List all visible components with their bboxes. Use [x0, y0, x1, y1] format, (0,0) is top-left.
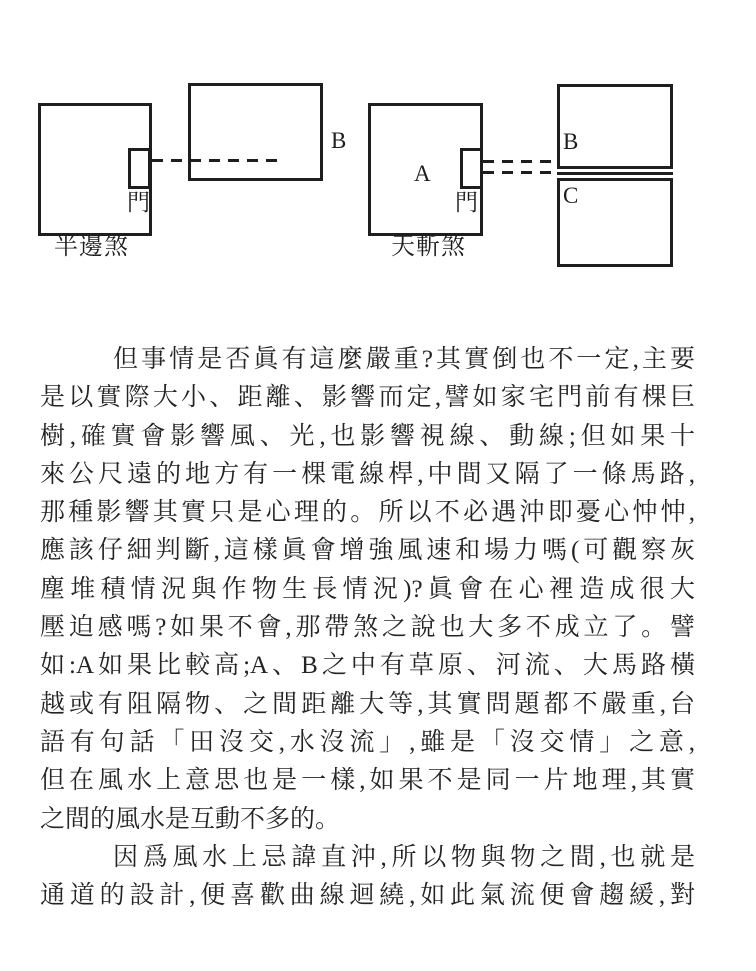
text-line: 因爲風水上忌諱直沖,所以物與物之間,也就是 [113, 843, 695, 871]
text-line: 如:A如果比較高;A、B之中有草原、河流、大馬路橫 [40, 652, 695, 680]
sight-line-dashed-lower [483, 171, 558, 174]
text-line: 但在風水上意思也是一樣,如果不是同一片地理,其實 [40, 767, 695, 795]
text-line: 是以實際大小、距離、影響而定,譬如家宅門前有棵巨 [40, 384, 695, 412]
text-line: 壓迫感嗎?如果不會,那帶煞之說也大多不成立了。譬 [40, 614, 695, 642]
door-rect [460, 148, 483, 189]
building-b-box [557, 84, 673, 169]
text-line: 應該仔細判斷,這樣眞會增強風速和場力嗎(可觀察灰 [40, 537, 695, 565]
text-line: 樹,確實會影響風、光,也影響視線、動線;但如果十 [40, 422, 695, 450]
text-line: 越或有阻隔物、之間距離大等,其實問題都不嚴重,台 [40, 690, 695, 718]
body-text [40, 341, 695, 915]
sight-line-dashed-upper [483, 160, 558, 163]
label-house-a: A [414, 161, 431, 186]
text-line: 之間的風水是互動不多的。 [40, 805, 341, 833]
text-line: 但事情是否眞有這麼嚴重?其實倒也不一定,主要 [113, 346, 695, 373]
figure-caption-half-side-sha: 半邊煞 [54, 234, 129, 260]
label-building-c: C [563, 183, 579, 208]
text-line: 語有句話「田沒交,水沒流」,雖是「沒交情」之意, [40, 728, 695, 756]
label-door: 門 [127, 190, 150, 215]
gap-line [557, 172, 673, 175]
text-line: 通道的設計,便喜歡曲線迴繞,如此氣流便會趨緩,對 [40, 882, 695, 910]
label-door: 門 [455, 190, 478, 215]
door-rect [128, 148, 151, 189]
text-line: 來公尺遠的地方有一棵電線桿,中間又隔了一條馬路, [40, 460, 695, 488]
label-building-b: B [331, 128, 347, 153]
text-line: 塵堆積情況與作物生長情況)?眞會在心裡造成很大 [40, 575, 695, 603]
sight-line-dashed [152, 159, 284, 162]
label-building-b: B [563, 129, 579, 154]
figure-caption-sky-chopping-sha: 天斬煞 [391, 234, 466, 260]
building-b-box [188, 83, 323, 181]
text-line: 那種影響其實只是心理的。所以不必遇沖即憂心忡忡, [40, 499, 695, 527]
